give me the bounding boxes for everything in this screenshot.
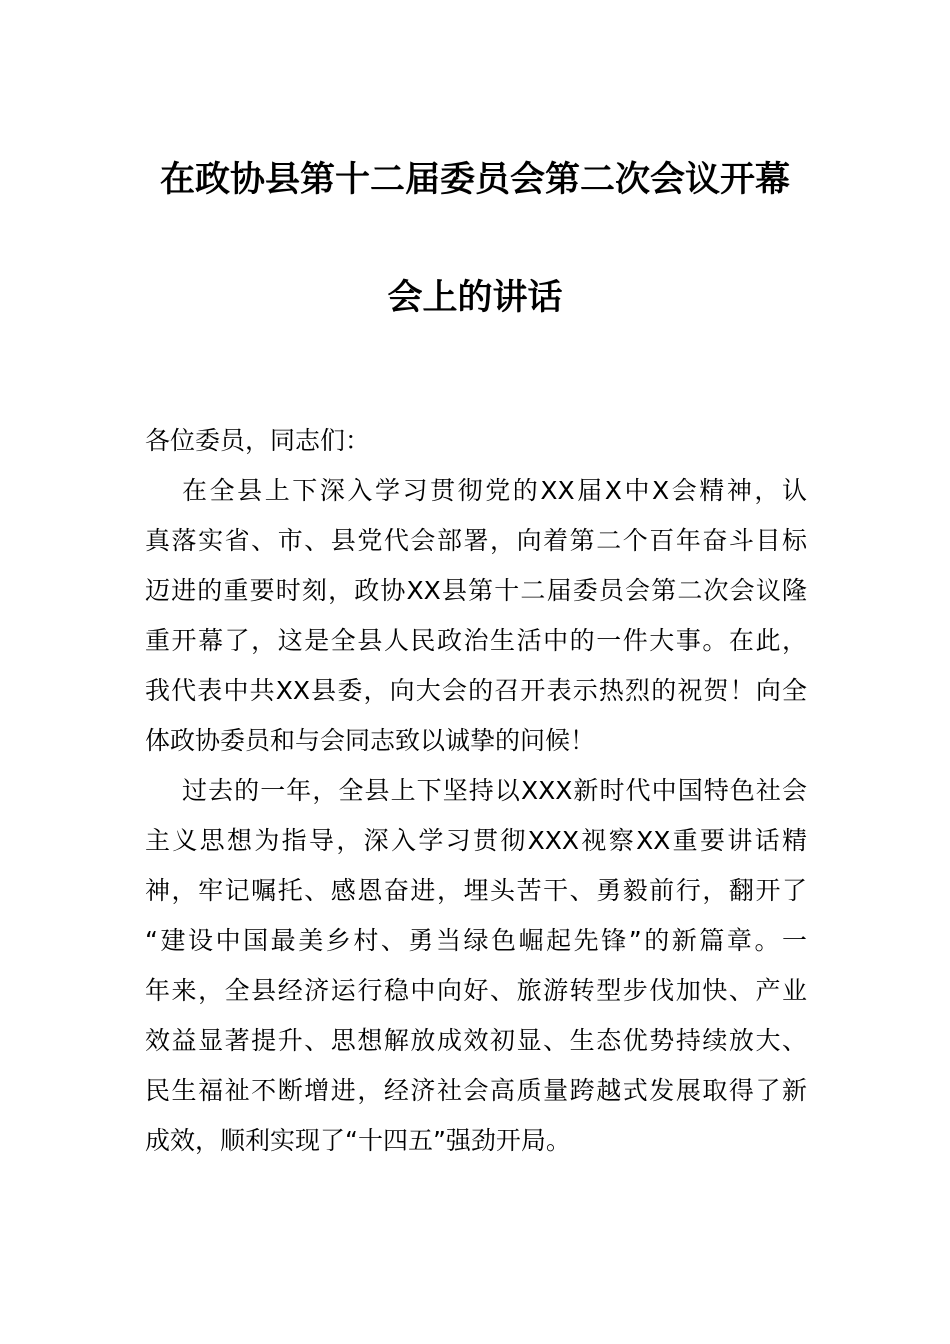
document-title-line-1: 在政协县第十二届委员会第二次会议开幕	[159, 160, 790, 200]
paragraph1-line: 重开幕了，这是全县人民政治生活中的一件大事。在此，	[145, 626, 807, 655]
paragraph2-line: 主义思想为指导，深入学习贯彻XXX视察XX重要讲话精	[145, 826, 807, 855]
paragraph1-line: 迈进的重要时刻，政协XX县第十二届委员会第二次会议隆	[145, 576, 807, 605]
document-title-line-2: 会上的讲话	[387, 278, 563, 318]
paragraph1-line: 体政协委员和与会同志致以诚挚的问候！	[145, 726, 596, 755]
paragraph2-line: 神，牢记嘱托、感恩奋进，埋头苦干、勇毅前行，翻开了	[145, 876, 807, 905]
paragraph2-line: 效益显著提升、思想解放成效初显、生态优势持续放大、	[145, 1026, 807, 1055]
paragraph1-line: 我代表中共XX县委，向大会的召开表示热烈的祝贺！向全	[145, 676, 807, 705]
paragraph1-line: 在全县上下深入学习贯彻党的XX届X中X会精神，认	[182, 476, 807, 505]
paragraph2-line: 成效，顺利实现了“十四五”强劲开局。	[145, 1126, 571, 1155]
salutation: 各位委员，同志们：	[145, 426, 371, 455]
paragraph2-line: 民生福祉不断增进，经济社会高质量跨越式发展取得了新	[145, 1076, 807, 1105]
paragraph1-line: 真落实省、市、县党代会部署，向着第二个百年奋斗目标	[145, 526, 807, 555]
paragraph2-line: 年来，全县经济运行稳中向好、旅游转型步伐加快、产业	[145, 976, 807, 1005]
paragraph2-line: “建设中国最美乡村、勇当绿色崛起先锋”的新篇章。一	[145, 926, 807, 955]
paragraph2-line: 过去的一年，全县上下坚持以XXX新时代中国特色社会	[182, 776, 807, 805]
